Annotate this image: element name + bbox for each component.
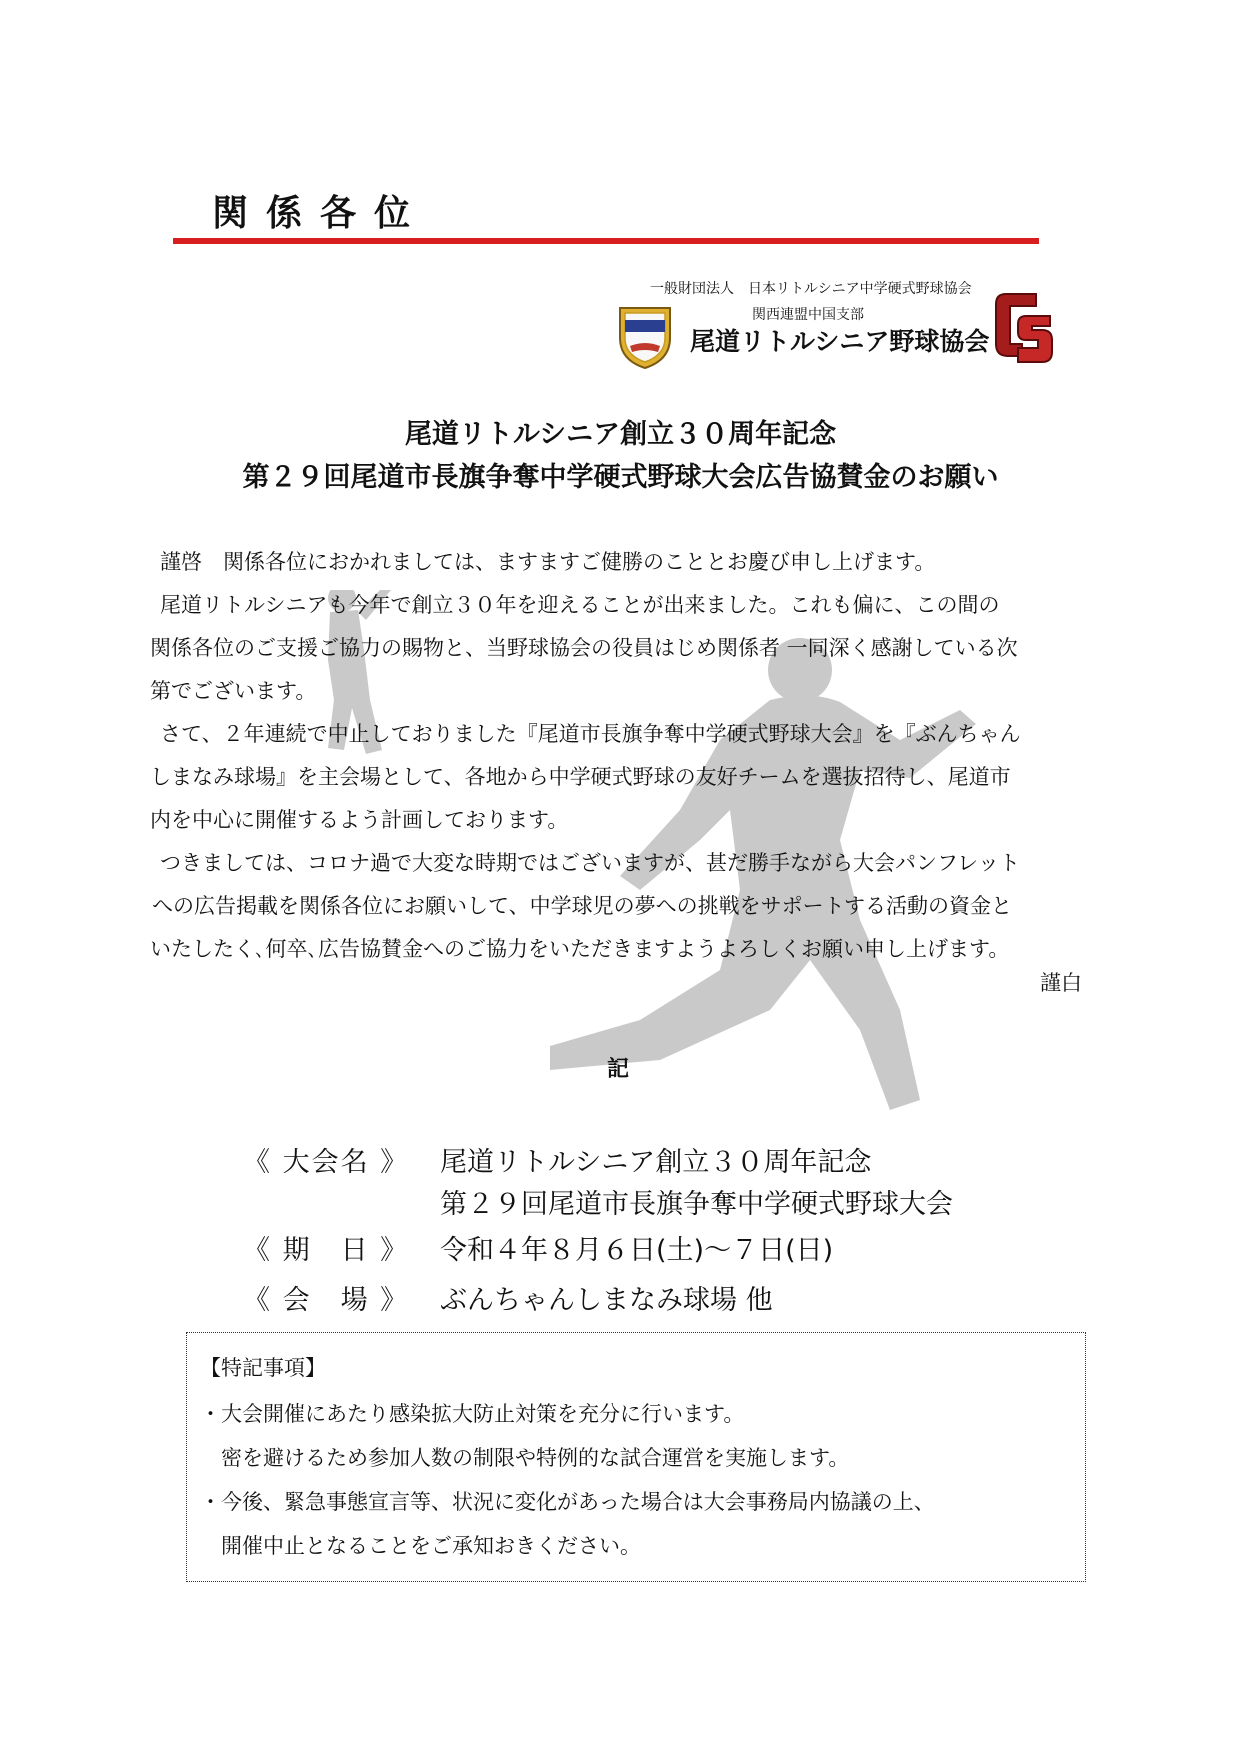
cs-logo-icon [992, 286, 1054, 370]
notes-line: ・大会開催にあたり感染拡大防止対策を充分に行います。 [200, 1402, 745, 1426]
event-name-value: 尾道リトルシニア創立３０周年記念 [440, 1147, 872, 1178]
addressee-heading: 関係各位 [212, 193, 429, 234]
org-name: 尾道リトルシニア野球協会 [690, 327, 990, 356]
body-line: への広告掲載を関係各位にお願いして、中学球児の夢への挑戦をサポートする活動の資金と [152, 894, 1012, 918]
date-label: 《 期 日 》 [243, 1235, 410, 1266]
body-line: しまなみ球場』を主会場として、各地から中学硬式野球の友好チームを選抜招待し、尾道市 [150, 765, 1011, 789]
notes-line: 密を避けるため参加人数の制限や特例的な試合運営を実施します。 [200, 1446, 850, 1470]
body-line: 謹啓 関係各位におかれましては、ますますご健勝のこととお慶び申し上げます。 [160, 550, 936, 574]
body-line: さて、２年連続で中止しておりました『尾道市長旗争奪中学硬式野球大会』を『ぶんちゃん [160, 722, 1021, 746]
venue-value: ぶんちゃんしまなみ球場 他 [440, 1285, 773, 1316]
body-line: 第でございます。 [150, 679, 317, 703]
notes-line: 開催中止となることをご承知おきください。 [200, 1534, 641, 1558]
body-line: 関係各位のご支援ご協力の賜物と、当野球協会の役員はじめ関係者 一同深く感謝している次 [150, 636, 1018, 660]
closing-signature: 謹白 [1040, 971, 1082, 995]
venue-label: 《 会 場 》 [243, 1285, 410, 1316]
lsba-emblem-icon [612, 302, 678, 370]
body-line: つきましては、コロナ過で大変な時期ではございますが、甚だ勝手ながら大会パンフレット [160, 851, 1020, 875]
body-line: 内を中心に開催するよう計画しております。 [150, 808, 569, 832]
date-value: 令和４年８月６日(土)～７日(日) [440, 1235, 834, 1266]
document-title-line2: 第２９回尾道市長旗争奪中学硬式野球大会広告協賛金のお願い [242, 462, 999, 493]
org-parent-name: 一般財団法人 日本リトルシニア中学硬式野球協会 [650, 281, 972, 297]
heading-underline [173, 238, 1039, 244]
document-title-line1: 尾道リトルシニア創立３０周年記念 [404, 419, 837, 450]
org-branch-name: 関西連盟中国支部 [752, 307, 864, 323]
body-line: 尾道リトルシニアも今年で創立３０年を迎えることが出来ました。これも偏に、この間の [160, 593, 1000, 617]
notes-line: ・今後、緊急事態宣言等、状況に変化があった場合は大会事務局内協議の上、 [200, 1490, 935, 1514]
event-name-value: 第２９回尾道市長旗争奪中学硬式野球大会 [440, 1189, 953, 1220]
ki-heading: 記 [607, 1057, 630, 1082]
event-name-label: 《 大会名 》 [243, 1147, 410, 1178]
notes-heading: 【特記事項】 [200, 1356, 326, 1380]
body-line: いたしたく､何卒､広告協賛金へのご協力をいただきますようよろしくお願い申し上げます。 [150, 937, 1010, 961]
